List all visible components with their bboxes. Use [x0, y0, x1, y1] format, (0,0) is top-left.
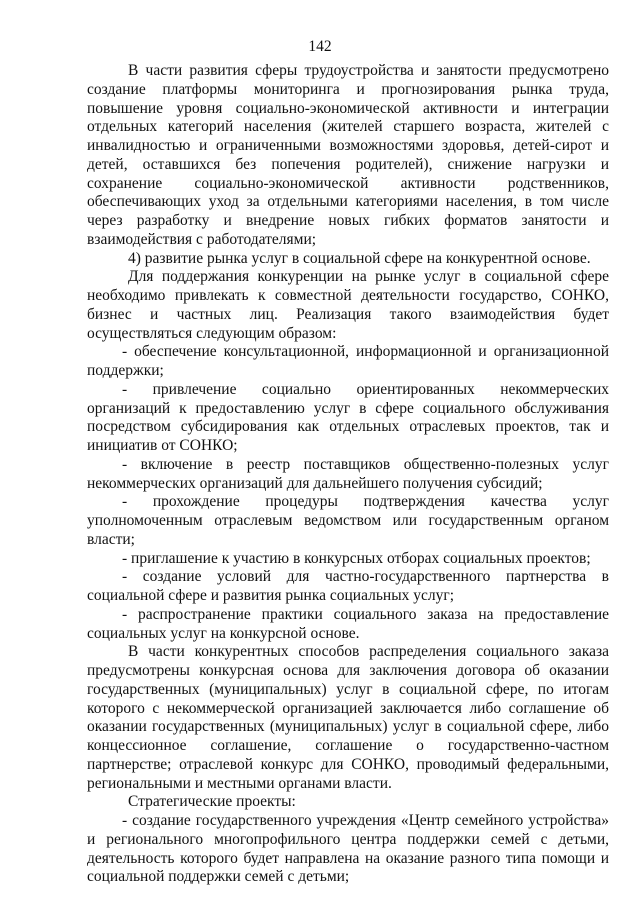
paragraph-competitive-methods: В части конкурентных способов распределения социального заказа предусмотрены конкурсная основа для заключения договора об оказании государственных (муниципальных) услуг в социальной сфере, по итогам которого с некоммерческой организацией заключается либо соглашение об оказании государственных (муниципальных) услуг в социальной сфере, либо концессионное соглашение, соглашение о государственно-частном партнерстве; отраслевой конкурс для СОНКО, проводимый федеральными, региональными и местными органами власти.: [87, 643, 609, 792]
list-item-attract-nko: - привлечение социально ориентированных некоммерческих организаций к предоставлению услуг в сфере социального обслуживания посредством субсидирования как отдельных отраслевых проектов, так и инициатив от СОНКО;: [87, 380, 609, 454]
list-item-social-order: - распространение практики социального заказа на предоставление социальных услуг на конкурсной основе.: [87, 605, 609, 642]
list-item-partnership: - создание условий для частно-государственного партнерства в социальной сфере и развития рынка социальных услуг;: [87, 568, 609, 604]
list-item-support: - обеспечение консультационной, информационной и организационной поддержки;: [87, 343, 609, 379]
paragraph-section-4: 4) развитие рынка услуг в социальной сфере на конкурентной основе.: [128, 249, 591, 267]
document-body: [87, 62, 609, 887]
page-number: 142: [308, 38, 332, 55]
list-item-quality: - прохождение процедуры подтверждения качества услуг уполномоченным отраслевым ведомством или государственным органом власти;: [87, 493, 609, 548]
paragraph-strategic-projects: Стратегические проекты:: [128, 793, 296, 811]
list-item-contests: - приглашение к участию в конкурсных отборах социальных проектов;: [122, 549, 591, 567]
paragraph-employment: В части развития сферы трудоустройства и занятости предусмотрено создание платформы мониторинга и прогнозирования рынка труда, повышение уровня социально-экономической активности и интеграции отдельных категорий населения (жителей старшего возраста, жителей с инвалидностью и ограниченными возможностями здоровья, детей-сирот и детей, оставшихся без попечения родителей), снижение нагрузки и сохранение социально-экономической активности родственников, обеспечивающих уход за отдельными категориями населения, в том числе через разработку и внедрение новых гибких форматов занятости и взаимодействия с работодателями;: [87, 62, 609, 248]
paragraph-competition: Для поддержания конкуренции на рынке услуг в социальной сфере необходимо привлекать к совместной деятельности государство, СОНКО, бизнес и частных лиц. Реализация такого взаимодействия будет осуществляться следующим образом:: [87, 268, 609, 342]
list-item-registry: - включение в реестр поставщиков общественно-полезных услуг некоммерческих организаций для дальнейшего получения субсидий;: [87, 455, 609, 492]
list-item-family-center: - создание государственного учреждения «Центр семейного устройства» и регионального многопрофильного центра поддержки семей с детьми, деятельность которого будет направлена на оказание разного типа помощи и социальной поддержки семей с детьми;: [87, 812, 609, 886]
